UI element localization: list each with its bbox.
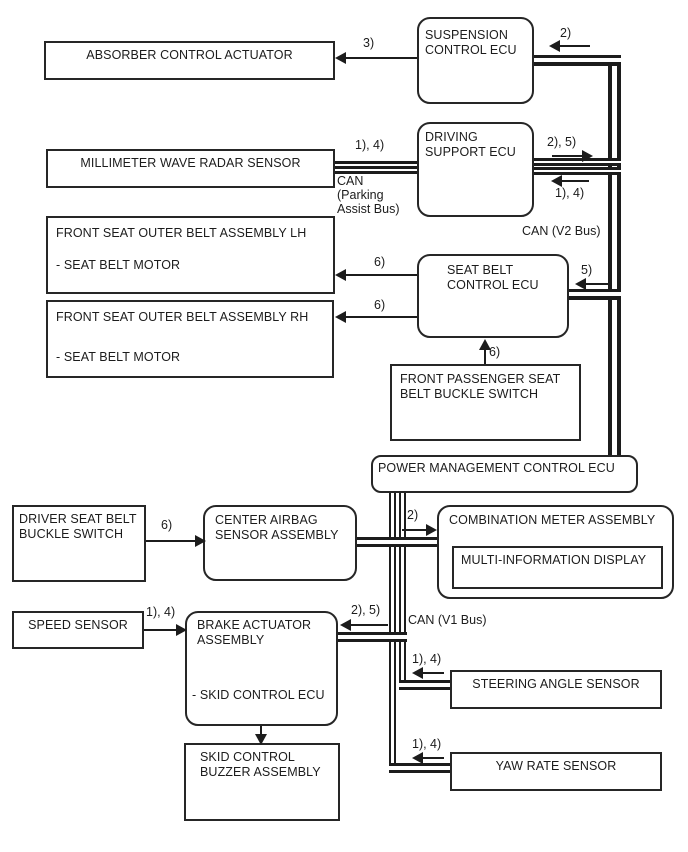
label-driving-in: 1), 4) xyxy=(555,186,585,200)
node-label-line1: FRONT PASSENGER SEAT xyxy=(400,372,561,386)
node-label-line1: BRAKE ACTUATOR xyxy=(197,618,312,632)
label-belt-rh-out: 6) xyxy=(374,298,386,312)
node-label: POWER MANAGEMENT CONTROL ECU xyxy=(378,461,615,475)
label-suspension-in: 2) xyxy=(560,26,572,40)
node-subitem: - SEAT BELT MOTOR xyxy=(56,258,181,272)
label-can-parking-line3: Assist Bus) xyxy=(337,202,400,216)
bus-seatbelt-ecu xyxy=(566,289,621,300)
label-can-v2-bus: CAN (V2 Bus) xyxy=(522,224,601,238)
label-yaw-out: 1), 4) xyxy=(412,737,442,751)
label-steering-out: 1), 4) xyxy=(412,652,442,666)
arrow-to-absorber xyxy=(345,57,417,59)
node-label-line2: CONTROL ECU xyxy=(447,278,539,292)
arrowhead-left-icon xyxy=(335,52,346,64)
bus-yaw-sensor xyxy=(389,763,450,773)
bus-airbag-to-meter xyxy=(355,537,437,547)
arrow-brake-in xyxy=(350,624,388,626)
label-passenger-in: 6) xyxy=(489,345,501,359)
node-label-line1: CENTER AIRBAG xyxy=(215,513,318,527)
node-speed-sensor xyxy=(12,611,144,649)
label-can-v1-bus: CAN (V1 Bus) xyxy=(408,613,487,627)
label-meter-in: 2) xyxy=(407,508,419,522)
node-label: YAW RATE SENSOR xyxy=(495,759,617,773)
node-suspension-control-ecu xyxy=(417,17,534,104)
label-can-parking-line2: (Parking xyxy=(337,188,384,202)
arrow-driver-buckle xyxy=(146,540,195,542)
node-front-seat-outer-belt-rh xyxy=(46,300,334,378)
arrowhead-down-icon xyxy=(255,734,267,745)
bus-driving-ecu-in xyxy=(532,167,621,175)
node-front-passenger-seat-belt-buckle-switch xyxy=(390,364,581,441)
node-label-line1: SKID CONTROL xyxy=(200,750,295,764)
label-brake-in: 2), 5) xyxy=(351,603,381,617)
bus-brake-actuator xyxy=(337,632,407,642)
node-label-line2: CONTROL ECU xyxy=(425,43,517,57)
arrowhead-left-icon xyxy=(335,269,346,281)
arrow-speed-out xyxy=(144,629,176,631)
node-label-line2: SENSOR ASSEMBLY xyxy=(215,528,339,542)
node-label-line1: DRIVER SEAT BELT xyxy=(19,512,137,526)
arrowhead-left-icon xyxy=(575,278,586,290)
node-label: SPEED SENSOR xyxy=(28,618,128,632)
node-millimeter-wave-radar-sensor xyxy=(46,149,335,188)
node-absorber-control-actuator xyxy=(44,41,335,80)
node-subitem: - SEAT BELT MOTOR xyxy=(56,350,181,364)
arrow-suspension-in xyxy=(559,45,590,47)
node-multi-information-display xyxy=(452,546,663,589)
label-speed-out: 1), 4) xyxy=(146,605,176,619)
node-center-airbag-sensor-assembly xyxy=(203,505,357,581)
label-can-parking-line1: CAN xyxy=(337,174,364,188)
bus-parking-assist xyxy=(332,161,418,174)
label-seatbelt-in: 5) xyxy=(581,263,593,277)
node-driving-support-ecu xyxy=(417,122,534,217)
arrowhead-left-icon xyxy=(412,752,423,764)
arrowhead-right-icon xyxy=(195,535,206,547)
node-title: FRONT SEAT OUTER BELT ASSEMBLY RH xyxy=(56,310,309,324)
label-can-parking xyxy=(337,174,400,216)
node-label-line2: BUZZER ASSEMBLY xyxy=(200,765,321,779)
node-label-line1: SEAT BELT xyxy=(447,263,514,277)
node-label: MULTI-INFORMATION DISPLAY xyxy=(461,553,647,567)
node-label-line2: BELT BUCKLE SWITCH xyxy=(400,387,539,401)
node-title: FRONT SEAT OUTER BELT ASSEMBLY LH xyxy=(56,226,307,240)
node-label-line2: BUCKLE SWITCH xyxy=(19,527,124,541)
label-radar-bus: 1), 4) xyxy=(355,138,385,152)
node-label-line2: SUPPORT ECU xyxy=(425,145,516,159)
arrowhead-left-icon xyxy=(412,667,423,679)
node-driver-seat-belt-buckle-switch xyxy=(12,505,146,582)
arrow-driving-out xyxy=(552,155,582,157)
arrow-seatbelt-in xyxy=(585,283,609,285)
label-belt-lh-out: 6) xyxy=(374,255,386,269)
node-yaw-rate-sensor xyxy=(450,752,662,791)
label-driving-out: 2), 5) xyxy=(547,135,577,149)
node-steering-angle-sensor xyxy=(450,670,662,709)
node-skid-control-buzzer-assembly xyxy=(184,743,340,821)
arrow-driving-in xyxy=(561,180,589,182)
node-label-line1: SUSPENSION xyxy=(425,28,508,42)
node-subitem: - SKID CONTROL ECU xyxy=(192,688,325,702)
label-driver-out: 6) xyxy=(161,518,173,532)
arrow-belt-rh xyxy=(345,316,417,318)
node-front-seat-outer-belt-lh xyxy=(46,216,335,294)
arrowhead-right-icon xyxy=(426,524,437,536)
node-label-line2: ASSEMBLY xyxy=(197,633,265,647)
arrow-steering-out xyxy=(422,672,444,674)
bus-suspension-ecu xyxy=(532,55,621,66)
node-label-line1: DRIVING xyxy=(425,130,478,144)
arrow-meter-in xyxy=(402,529,426,531)
can-v1-bus-vertical-inner xyxy=(399,492,406,690)
bus-steering-sensor xyxy=(399,680,450,690)
arrow-belt-lh xyxy=(345,274,417,276)
node-label: COMBINATION METER ASSEMBLY xyxy=(449,513,656,527)
label-to-absorber: 3) xyxy=(363,36,375,50)
bus-driving-ecu-out xyxy=(532,158,621,166)
arrowhead-left-icon xyxy=(340,619,351,631)
node-label: ABSORBER CONTROL ACTUATOR xyxy=(86,48,293,62)
arrowhead-left-icon xyxy=(335,311,346,323)
arrow-yaw-out xyxy=(422,757,444,759)
node-seat-belt-control-ecu xyxy=(417,254,569,338)
arrow-passenger-buckle xyxy=(484,348,486,364)
arrowhead-right-icon xyxy=(582,150,593,162)
node-label: STEERING ANGLE SENSOR xyxy=(472,677,640,691)
node-brake-actuator-assembly xyxy=(185,611,338,726)
can-bus-vertical-right xyxy=(608,55,621,456)
arrowhead-left-icon xyxy=(549,40,560,52)
node-label: MILLIMETER WAVE RADAR SENSOR xyxy=(80,156,301,170)
arrowhead-right-icon xyxy=(176,624,187,636)
node-power-management-control-ecu xyxy=(371,455,638,493)
